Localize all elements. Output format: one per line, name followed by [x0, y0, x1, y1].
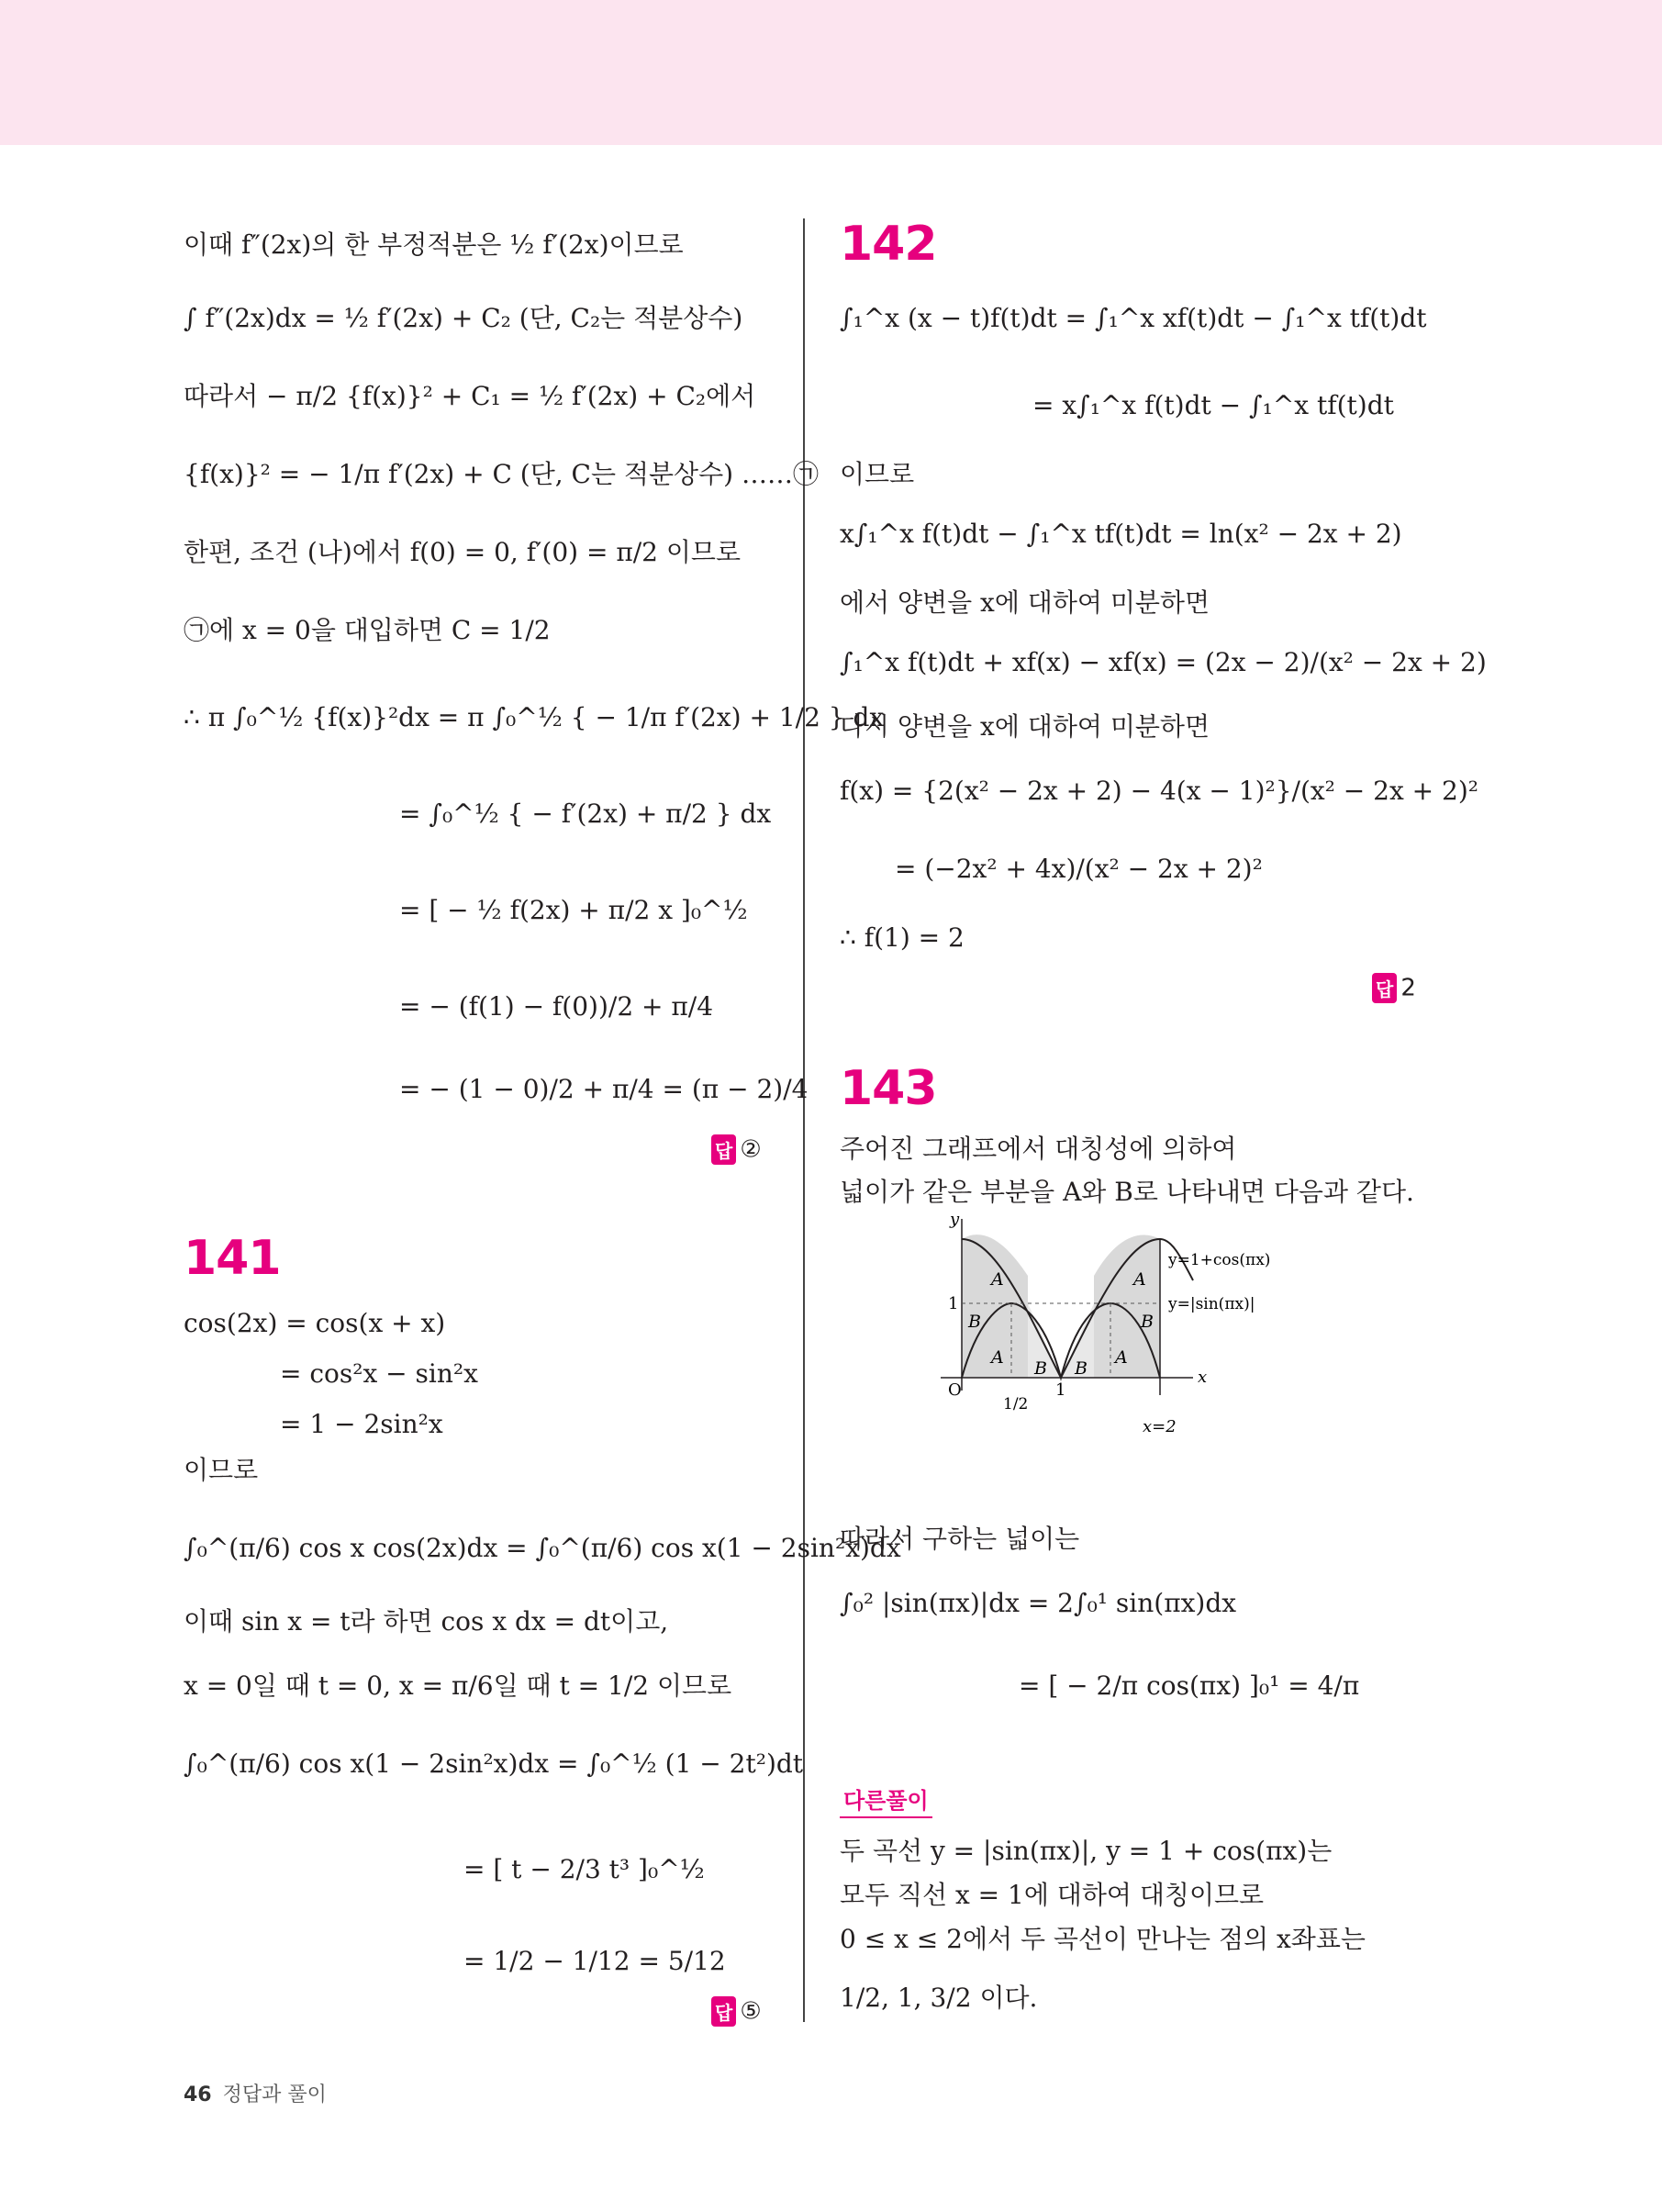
solution-line: 두 곡선 y = |sin(πx)|, y = 1 + cos(πx)는	[840, 1836, 1333, 1866]
solution-line: f(x) = {2(x² − 2x + 2) − 4(x − 1)²}/(x² − 2x + 2)²	[840, 776, 1478, 806]
solution-line: 다시 양변을 x에 대하여 미분하면	[840, 711, 1210, 742]
solution-line: = 1 − 2sin²x	[280, 1409, 443, 1439]
answer-tag: 답	[1372, 973, 1397, 1003]
solution-line: = ∫₀^½ { − f′(2x) + π/2 } dx	[399, 799, 772, 829]
solution-line: 주어진 그래프에서 대칭성에 의하여	[840, 1134, 1237, 1164]
solution-line: 이때 f″(2x)의 한 부정적분은 ½ f′(2x)이므로	[184, 229, 684, 260]
region-label: A	[1115, 1347, 1128, 1368]
y-tick-label: 1	[948, 1294, 959, 1313]
solution-line: ∫₀^(π/6) cos x cos(2x)dx = ∫₀^(π/6) cos x(1 − 2sin²x)dx	[184, 1533, 901, 1563]
solution-line: 1/2, 1, 3/2 이다.	[840, 1983, 1038, 2013]
region-label: B	[1075, 1358, 1088, 1379]
y-axis-label: y	[950, 1212, 960, 1229]
solution-line: ㉠에 x = 0을 대입하면 C = 1/2	[184, 615, 551, 645]
solution-line: 이므로	[184, 1455, 259, 1485]
answer-value: ⑤	[740, 1997, 762, 2026]
solution-line: ∫₀² |sin(πx)|dx = 2∫₀¹ sin(πx)dx	[840, 1588, 1237, 1618]
solution-line: = 1/2 − 1/12 = 5/12	[463, 1946, 726, 1976]
problem-number: 142	[840, 217, 937, 272]
solution-line: 넓이가 같은 부분을 A와 B로 나타내면 다음과 같다.	[840, 1177, 1414, 1207]
solution-line: {f(x)}² = − 1/π f′(2x) + C (단, C는 적분상수) ……㉠	[184, 459, 819, 489]
top-banner	[0, 0, 1662, 145]
solution-line: = (−2x² + 4x)/(x² − 2x + 2)²	[895, 854, 1263, 884]
region-label: A	[991, 1347, 1004, 1368]
answer-badge	[711, 1134, 762, 1165]
solution-line: 에서 양변을 x에 대하여 미분하면	[840, 587, 1210, 618]
answer-value: 2	[1400, 974, 1416, 1002]
solution-line: 따라서 구하는 넓이는	[840, 1524, 1080, 1554]
region-label: A	[1133, 1269, 1146, 1290]
problem-number: 141	[184, 1231, 281, 1286]
footer-label: 정답과 풀이	[222, 2084, 327, 2106]
answer-value: ②	[740, 1135, 762, 1164]
solution-line: = x∫₁^x f(t)dt − ∫₁^x tf(t)dt	[1032, 390, 1394, 420]
solution-line: ∴ π ∫₀^½ {f(x)}²dx = π ∫₀^½ { − 1/π f′(2x) + 1/2 } dx	[184, 702, 885, 732]
page-number: 46	[184, 2084, 212, 2106]
solution-line: 이므로	[840, 459, 915, 489]
curve-label: y=1+cos(πx)	[1168, 1251, 1271, 1269]
solution-line: = cos²x − sin²x	[280, 1358, 478, 1389]
solution-line: = [ − 2/π cos(πx) ]₀¹ = 4/π	[1019, 1670, 1360, 1701]
problem-number: 143	[840, 1061, 937, 1116]
answer-badge	[1372, 973, 1416, 1003]
solution-line: ∫₁^x (x − t)f(t)dt = ∫₁^x xf(t)dt − ∫₁^x tf(t)dt	[840, 303, 1427, 333]
x-two-label: x=2	[1143, 1417, 1177, 1436]
region-label: B	[1034, 1358, 1047, 1379]
solution-line: = − (1 − 0)/2 + π/4 = (π − 2)/4	[399, 1074, 809, 1104]
solution-line: ∫ f″(2x)dx = ½ f′(2x) + C₂ (단, C₂는 적분상수)	[184, 303, 743, 333]
solution-line: = [ t − 2/3 t³ ]₀^½	[463, 1854, 705, 1884]
solution-line: x∫₁^x f(t)dt − ∫₁^x tf(t)dt = ln(x² − 2x + 2)	[840, 519, 1402, 549]
solution-line: cos(2x) = cos(x + x)	[184, 1308, 446, 1338]
origin-label: O	[948, 1380, 962, 1400]
solution-line: 따라서 − π/2 {f(x)}² + C₁ = ½ f′(2x) + C₂에서	[184, 381, 756, 411]
solution-line: = [ − ½ f(2x) + π/2 x ]₀^½	[399, 895, 748, 925]
x-tick-label: 1/2	[1003, 1395, 1029, 1413]
solution-line: ∫₀^(π/6) cos x(1 − 2sin²x)dx = ∫₀^½ (1 − 2t²)dt	[184, 1748, 804, 1779]
answer-badge	[711, 1996, 762, 2027]
curve-label: y=|sin(πx)|	[1168, 1295, 1255, 1313]
page-footer	[184, 2079, 327, 2107]
solution-line: x = 0일 때 t = 0, x = π/6일 때 t = 1/2 이므로	[184, 1670, 732, 1701]
x-axis-label: x	[1198, 1368, 1208, 1387]
solution-line: = − (f(1) − f(0))/2 + π/4	[399, 991, 714, 1022]
solution-line: 한편, 조건 (나)에서 f(0) = 0, f′(0) = π/2 이므로	[184, 537, 742, 567]
solution-line: 0 ≤ x ≤ 2에서 두 곡선이 만나는 점의 x좌표는	[840, 1924, 1366, 1954]
x-tick-label: 1	[1055, 1380, 1066, 1400]
solution-line: ∴ f(1) = 2	[840, 922, 965, 953]
solution-line: ∫₁^x f(t)dt + xf(x) − xf(x) = (2x − 2)/(x² − 2x + 2)	[840, 647, 1487, 677]
region-label: A	[991, 1269, 1004, 1290]
region-label: B	[1141, 1312, 1154, 1332]
solution-line: 모두 직선 x = 1에 대하여 대칭이므로	[840, 1880, 1265, 1910]
answer-tag: 답	[711, 1996, 736, 2027]
region-label: B	[968, 1312, 981, 1332]
area-graph	[931, 1212, 1280, 1459]
alternative-solution-tag: 다른풀이	[840, 1782, 932, 1818]
answer-tag: 답	[711, 1134, 736, 1165]
solution-line: 이때 sin x = t라 하면 cos x dx = dt이고,	[184, 1606, 669, 1637]
